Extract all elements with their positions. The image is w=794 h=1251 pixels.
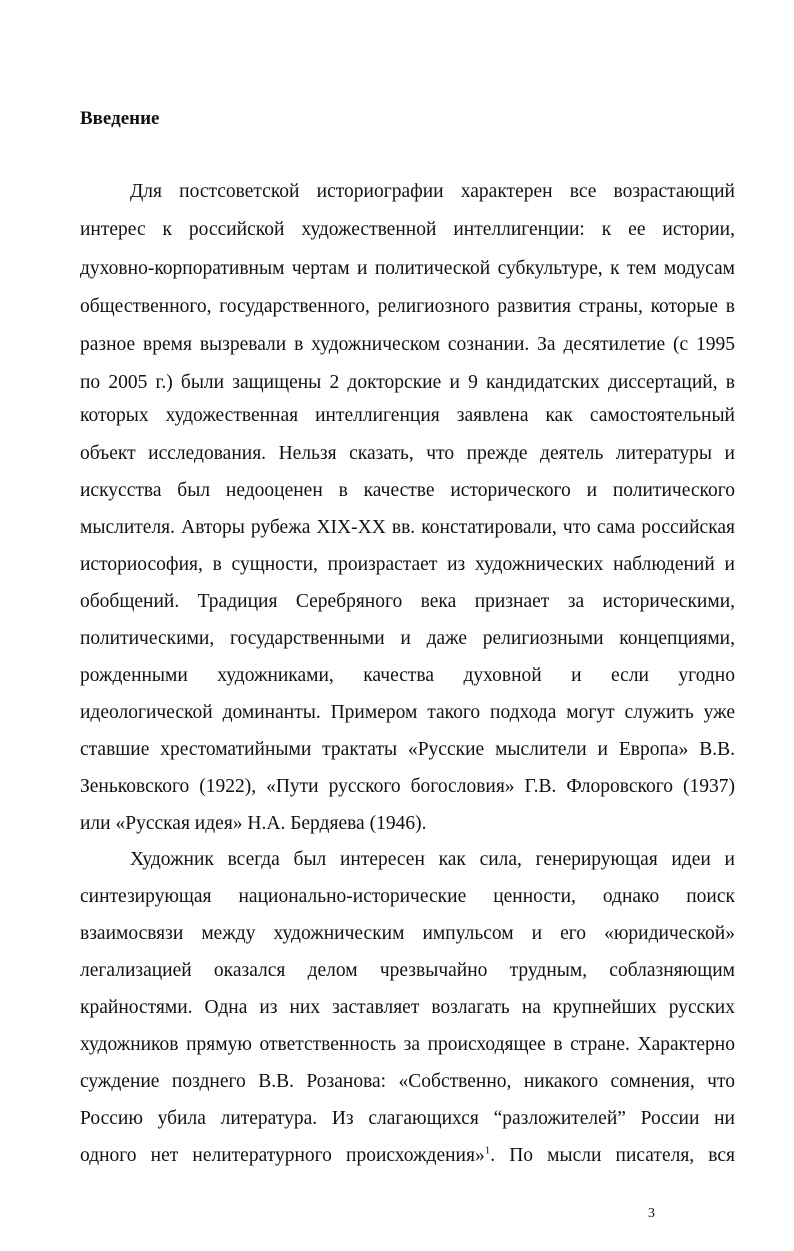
text-segment: одного нет нелитературного происхождения» xyxy=(80,1145,485,1166)
text-line: суждение позднего В.В. Розанова: «Собственно, никакого сомнения, что xyxy=(80,1071,735,1092)
text-line: историософия, в сущности, произрастает из художнических наблюдений и xyxy=(80,554,735,575)
text-line: Зеньковского (1922), «Пути русского богословия» Г.В. Флоровского (1937) xyxy=(80,776,735,797)
page-number: 3 xyxy=(648,1206,655,1221)
text-line: Художник всегда был интересен как сила, генерирующая идеи и xyxy=(130,849,735,870)
text-line: объект исследования. Нельзя сказать, что прежде деятель литературы и xyxy=(80,443,735,464)
text-line: взаимосвязи между художническим импульсом и его «юридической» xyxy=(80,923,735,944)
text-line: обобщений. Традиция Серебряного века признает за историческими, xyxy=(80,591,735,612)
text-line xyxy=(80,1144,735,1168)
text-line: крайностями. Одна из них заставляет возлагать на крупнейших русских xyxy=(80,997,735,1018)
text-line: легализацией оказался делом чрезвычайно трудным, соблазняющим xyxy=(80,960,735,981)
text-line: художников прямую ответственность за происходящее в стране. Характерно xyxy=(80,1034,735,1055)
text-line: идеологической доминанты. Примером такого подхода могут служить уже xyxy=(80,702,735,723)
text-line: духовно-корпоративным чертам и политической субкультуре, к тем модусам xyxy=(80,258,735,279)
text-line: Для постсоветской историографии характерен все возрастающий xyxy=(130,181,735,202)
section-heading: Введение xyxy=(80,108,160,129)
text-line: искусства был недооценен в качестве исторического и политического xyxy=(80,480,735,501)
footnote-marker[interactable]: 1 xyxy=(484,1144,491,1157)
text-line: синтезирующая национально-исторические ценности, однако поиск xyxy=(80,886,735,907)
text-line: ставшие хрестоматийными трактаты «Русские мыслители и Европа» В.В. xyxy=(80,739,735,760)
text-line: или «Русская идея» Н.А. Бердяева (1946). xyxy=(80,813,427,834)
text-line: разное время вызревали в художническом сознании. За десятилетие (с 1995 xyxy=(80,334,735,355)
text-line: рожденными художниками, качества духовной и если угодно xyxy=(80,665,735,686)
text-segment: . По мысли писателя, вся xyxy=(490,1145,735,1166)
text-line: общественного, государственного, религиозного развития страны, которые в xyxy=(80,296,735,317)
text-line: по 2005 г.) были защищены 2 докторские и 9 кандидатских диссертаций, в xyxy=(80,372,735,393)
text-line: которых художественная интеллигенция заявлена как самостоятельный xyxy=(80,405,735,426)
text-line: мыслителя. Авторы рубежа XIX-XX вв. констатировали, что сама российская xyxy=(80,517,735,538)
text-line: интерес к российской художественной интеллигенции: к ее истории, xyxy=(80,219,735,240)
text-line: политическими, государственными и даже религиозными концепциями, xyxy=(80,628,735,649)
text-line: Россию убила литература. Из слагающихся “разложителей” России ни xyxy=(80,1108,735,1129)
